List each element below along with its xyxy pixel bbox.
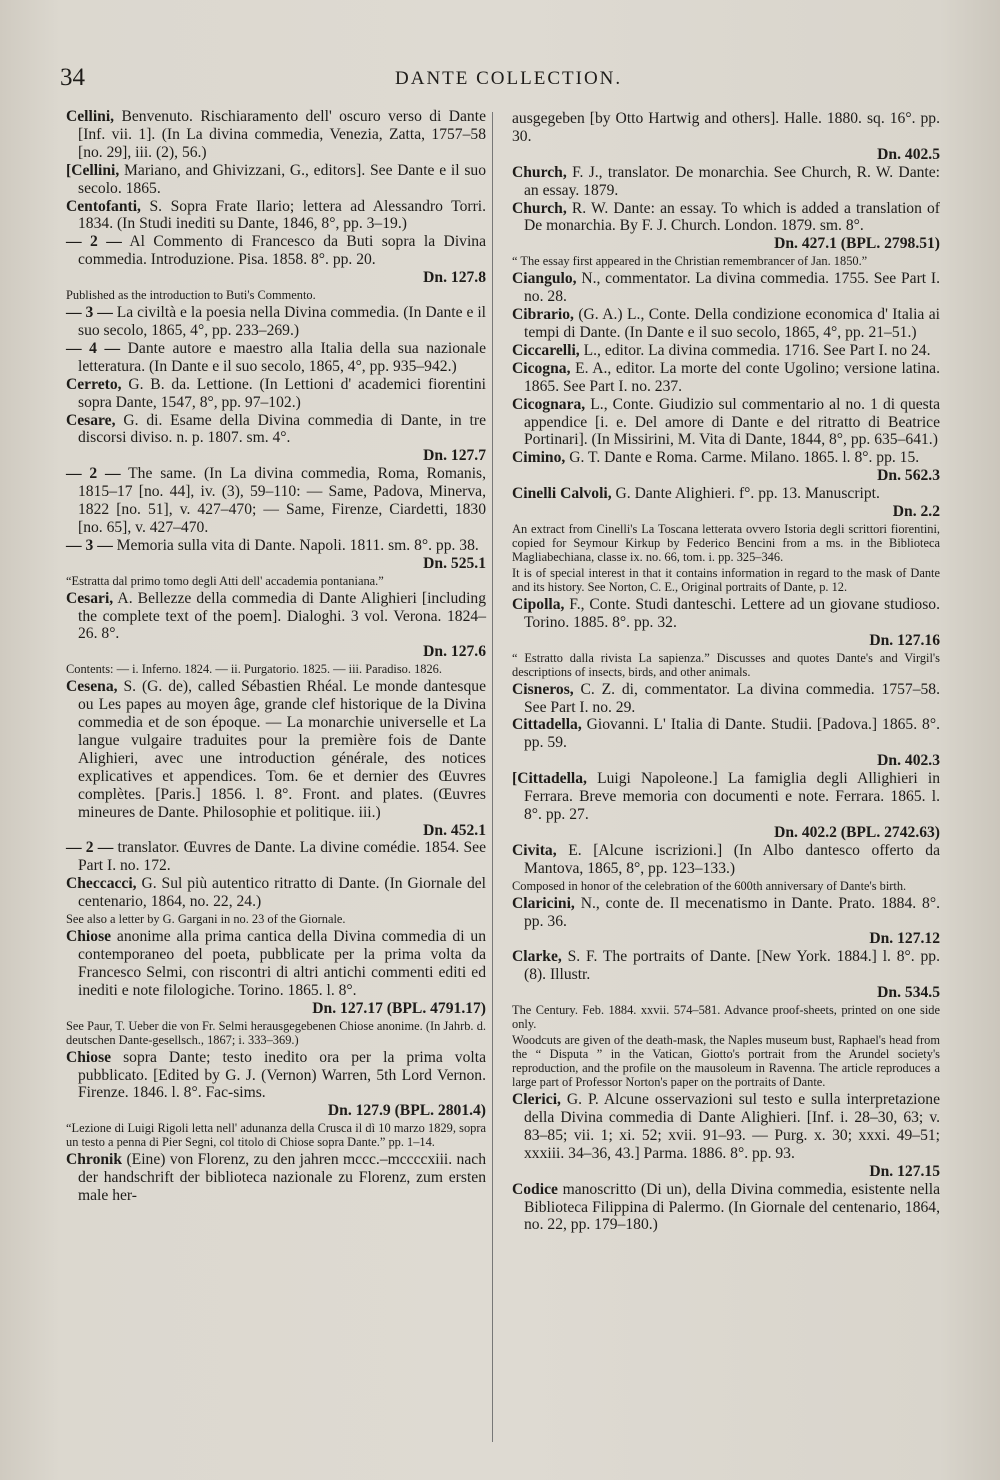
- catalog-entry: [66, 412, 486, 466]
- entry-text: Memoria sulla vita di Dante. Napoli. 1811. sm. 8°. pp. 38.: [112, 536, 479, 554]
- entry-heading: Ciangulo,: [512, 270, 577, 288]
- catalog-entry: [66, 590, 486, 662]
- catalog-entry: [512, 716, 940, 770]
- catalog-entry: [512, 948, 940, 1002]
- entry-heading: — 4 —: [66, 339, 121, 357]
- entry-heading: Checcacci,: [66, 875, 137, 893]
- catalog-entry: [512, 770, 940, 842]
- entry-text: R. W. Dante: an essay. To which is added a translation of De monarchia. By F. J. Church. London. 1879. sm. 8°.: [524, 199, 940, 235]
- entry-text: Benvenuto. Rischiaramento dell' oscuro verso di Dante [Inf. vii. 1]. (In La divina commedia, Venezia, Zatta, 1757–58 [no. 29], iii. (2), 56.): [78, 108, 486, 161]
- note-text: “ The essay first appeared in the Christian remembrancer of Jan. 1850.”: [512, 254, 868, 269]
- entry-text: F. J., translator. De monarchia. See Church, R. W. Dante: an essay. 1879.: [524, 163, 940, 199]
- entry-text: E. A., editor. La morte del conte Ugolino; versione latina. 1865. See Part I. no. 237.: [524, 359, 940, 395]
- entry-text: G. Sul più autentico ritratto di Dante. (In Giornale del centenario, 1864, no. 22, 24.): [78, 875, 486, 911]
- entry-heading: Cesare,: [66, 411, 116, 429]
- note-text: See Paur, T. Ueber die von Fr. Selmi herausgegebenen Chiose anonime. (In Jahrb. d. deutschen Dante-gesellsch., 1867; i. 333–369.): [66, 1018, 486, 1047]
- note-text: It is of special interest in that it contains information in regard to the mask of Dante and its history. See Norton, C. E., Original portraits of Dante, p. 12.: [512, 565, 940, 594]
- call-number: Dn. 127.6: [423, 643, 486, 661]
- entry-heading: Civita,: [512, 841, 557, 859]
- note-text: “Lezione di Luigi Rigoli letta nell' adunanza della Crusca il dì 10 marzo 1829, sopra un testo a penna di Pier Segni, col titolo di Chiose sopra Dante.” pp. 1–14.: [66, 1121, 486, 1150]
- entry-text: Dante autore e maestro alla Italia della sua nazionale letteratura. (In Dante e il suo secolo, 1865, 4°, pp. 935–942.): [78, 339, 487, 375]
- note-text: Woodcuts are given of the death-mask, the Naples museum bust, Raphael's head from the “ Disputa ” in the Vatican, Giotto's portrait from the Arundel society's reproduction, and the profile on the mausoleum in Ravenna. The article reproduces a large part of Professor Norton's paper on the portraits of Dante.: [512, 1033, 940, 1090]
- entry-note: [512, 879, 940, 893]
- entry-heading: Claricini,: [512, 894, 575, 912]
- call-number: Dn. 127.17 (BPL. 4791.17): [312, 999, 486, 1017]
- entry-text: G. P. Alcune osservazioni sul testo e sulla interpretazione della Divina commedia di Dante Alighieri. [Inf. i. 28–30, 63; v. 83–85; vii. 1; xi. 52; xvii. 91–93. — Purg. x. 30; xxxi. 49–51; xxxiii. 34–36, 43.] Parma. 1886. 8°. pp. 93.: [524, 1091, 940, 1162]
- entry-heading: Clerici,: [512, 1091, 561, 1109]
- note-text: See also a letter by G. Gargani in no. 23 of the Giornale.: [66, 912, 346, 927]
- catalog-entry: [66, 928, 486, 1018]
- entry-heading: Cinelli Calvoli,: [512, 485, 612, 503]
- catalog-entry: [66, 875, 486, 911]
- note-text: Contents: — i. Inferno. 1824. — ii. Purgatorio. 1825. — iii. Paradiso. 1826.: [66, 662, 442, 677]
- catalog-entry: [512, 485, 940, 521]
- catalog-entry: [512, 842, 940, 878]
- call-number: Dn. 534.5: [877, 984, 940, 1002]
- entry-text: G. di. Esame della Divina commedia di Dante, in tre discorsi diviso. n. p. 1807. sm. 4°.: [78, 411, 486, 447]
- entry-text: anonime alla prima cantica della Divina commedia di un contemporaneo del poeta, pubblicate per la prima volta da Francesco Selmi, con riscontri di altri antichi commenti editi ed inediti e note filologiche. Torino. 1865. l. 8°.: [78, 928, 486, 999]
- entry-text: The same. (In La divina commedia, Roma, Romanis, 1815–17 [no. 44], iv. (3), 59–110: — Same, Padova, Minerva, 1822 [no. 51], v. 427–470; — Same, Firenze, Ciardetti, 1830 [no. 65], v. 427–470.: [78, 465, 486, 536]
- note-text: “ Estratto dalla rivista La sapienza.” Discusses and quotes Dante's and Virgil's descriptions of insects, birds, and other animals.: [512, 650, 940, 679]
- entry-text: sopra Dante; testo inedito ora per la prima volta pubblicato. [Edited by G. J. (Vernon) Warren, 5th Lord Vernon. Firenze. 1846. l. 8°. Fac-sims.: [78, 1048, 486, 1102]
- note-text: Composed in honor of the celebration of the 600th anniversary of Dante's birth.: [512, 878, 907, 893]
- entry-note: [512, 254, 940, 268]
- catalog-entry: [66, 839, 486, 875]
- entry-text: F., Conte. Studi danteschi. Lettere ad un giovane studioso. Torino. 1885. 8°. pp. 32.: [524, 595, 940, 631]
- catalog-entry: [66, 1049, 486, 1121]
- entry-heading: Codice: [512, 1180, 558, 1198]
- catalog-entry: [512, 270, 940, 306]
- entry-heading: Cesena,: [66, 678, 118, 696]
- call-number: Dn. 127.12: [869, 930, 940, 948]
- call-number: Dn. 127.9 (BPL. 2801.4): [327, 1102, 486, 1120]
- catalog-entry: [66, 537, 486, 573]
- entry-text: S. (G. de), called Sébastien Rhéal. Le monde dantesque ou Les papes au moyen âge, grande clef historique de la Divina commedia et de son époque. — La monarchie universelle et La langue vulgaire traduites pour la première fois de Dante Alighieri, avec une introduction générale, des notices explicatives et appendices. Tom. 6e et dernier des Œuvres complètes. [Paris.] 1856. l. 8°. Front. and plates. (Œuvres mineures de Dante. Philosophie et politique. iii.): [78, 678, 486, 821]
- page-header: [60, 64, 960, 104]
- entry-heading: Cisneros,: [512, 680, 574, 698]
- entry-heading: [Cittadella,: [512, 770, 587, 788]
- entry-text: Luigi Napoleone.] La famiglia degli Allighieri in Ferrara. Breve memoria con documenti e note. Ferrara. 1865. l. 8°. pp. 27.: [524, 770, 940, 823]
- call-number: Dn. 427.1 (BPL. 2798.51): [774, 235, 940, 253]
- catalog-entry: [66, 233, 486, 287]
- entry-heading: Cerreto,: [66, 375, 122, 393]
- entry-text: S. Sopra Frate Ilario; lettera ad Alessandro Torri. 1834. (In Studi inediti su Dante, 1846, 8°, pp. 3–19.): [78, 197, 486, 233]
- entry-heading: Cibrario,: [512, 306, 574, 324]
- entry-text: ausgegeben [by Otto Hartwig and others]. Halle. 1880. sq. 16°. pp. 30.: [512, 110, 940, 145]
- entry-heading: Cesari,: [66, 589, 114, 607]
- entry-note: [66, 1121, 486, 1149]
- catalog-entry: [512, 342, 940, 360]
- entry-heading: Cicogna,: [512, 359, 571, 377]
- entry-heading: — 2 —: [66, 465, 121, 483]
- entry-text: N., commentator. La divina commedia. 1755. See Part I. no. 28.: [524, 270, 940, 306]
- entry-heading: — 3 —: [66, 536, 113, 554]
- note-text: “Estratta dal primo tomo degli Atti dell' accademia pontaniana.”: [66, 573, 384, 588]
- call-number: Dn. 127.15: [869, 1162, 940, 1180]
- catalog-entry: [66, 304, 486, 340]
- call-number: Dn. 2.2: [892, 503, 940, 521]
- entry-note: [512, 651, 940, 679]
- catalog-entry: [512, 449, 940, 485]
- entry-heading: Centofanti,: [66, 197, 141, 215]
- entry-heading: Cimino,: [512, 449, 566, 467]
- entry-text: (Eine) von Florenz, zu den jahren mccc.–mccccxiii. nach der handschrift der biblioteca nazionale zu Florenz, zum ersten male her-: [78, 1151, 486, 1205]
- catalog-entry: [512, 360, 940, 396]
- entry-heading: — 3 —: [66, 304, 113, 322]
- entry-text: Al Commento di Francesco da Buti sopra la Divina commedia. Introduzione. Pisa. 1858. 8°. pp. 20.: [78, 233, 486, 269]
- note-text: An extract from Cinelli's La Toscana letterata ovvero Istoria degli scrittori fiorentini, copied for Seymour Kirkup by Federico Bencini from a ms. in the Biblioteca Magliabechiana, classe ix. no. 66, tom. i. pp. 325–346.: [512, 521, 940, 564]
- running-title: DANTE COLLECTION.: [395, 68, 623, 89]
- entry-note: [66, 288, 486, 302]
- entry-text: manoscritto (Di un), della Divina commedia, esistente nella Biblioteca Filippina di Palermo. (In Giornale del centenario, 1864, no. 22, pp. 179–180.): [524, 1180, 940, 1234]
- right-column: [512, 110, 940, 1234]
- entry-text: G. Dante Alighieri. f°. pp. 13. Manuscript.: [611, 485, 880, 503]
- catalog-entry: [512, 596, 940, 650]
- call-number: Dn. 402.2 (BPL. 2742.63): [774, 823, 940, 841]
- entry-heading: Cellini,: [66, 108, 115, 125]
- note-text: Published as the introduction to Buti's Commento.: [66, 288, 316, 303]
- note-text: The Century. Feb. 1884. xxvii. 574–581. Advance proof-sheets, printed on one side only.: [512, 1003, 940, 1032]
- entry-heading: [Cellini,: [66, 161, 120, 179]
- catalog-entry: [512, 1091, 940, 1181]
- catalog-entry: [66, 198, 486, 234]
- entry-note: [512, 1033, 940, 1089]
- catalog-entry: [512, 200, 940, 254]
- column-divider: [492, 112, 493, 1442]
- entry-note: [512, 566, 940, 594]
- entry-note: [512, 522, 940, 564]
- entry-text: E. [Alcune iscrizioni.] (In Albo dantesco offerto da Mantova, 1865, 8°, pp. 123–133.): [524, 841, 940, 877]
- call-number: Dn. 525.1: [423, 554, 486, 572]
- entry-text: translator. Œuvres de Dante. La divine comédie. 1854. See Part I. no. 172.: [78, 839, 487, 875]
- entry-heading: Ciccarelli,: [512, 341, 580, 359]
- catalog-entry: [512, 306, 940, 342]
- entry-heading: Chiose: [66, 928, 112, 946]
- catalog-entry: [512, 110, 940, 164]
- entry-note: [66, 1019, 486, 1047]
- entry-text: G. B. da. Lettione. (In Lettioni d' academici fiorentini sopra Dante, 1547, 8°, pp. 97–102.): [78, 375, 486, 411]
- call-number: Dn. 127.7: [423, 447, 486, 465]
- entry-text: La civiltà e la poesia nella Divina commedia. (In Dante e il suo secolo, 1865, 4°, pp. 233–269.): [78, 304, 486, 339]
- catalog-entry: [66, 1151, 486, 1205]
- left-column: [66, 108, 486, 1205]
- entry-text: Mariano, and Ghivizzani, G., editors]. See Dante e il suo secolo. 1865.: [78, 161, 486, 197]
- entry-text: A. Bellezze della commedia di Dante Alighieri [including the complete text of the poem]. Dialoghi. 3 vol. Verona. 1824–26. 8°.: [78, 589, 486, 643]
- catalog-entry: [66, 465, 486, 537]
- entry-heading: Church,: [512, 199, 567, 217]
- catalog-entry: [66, 108, 486, 162]
- catalog-entry: [512, 681, 940, 717]
- entry-heading: Chronik: [66, 1151, 123, 1169]
- entry-text: N., conte de. Il mecenatismo in Dante. Prato. 1884. 8°. pp. 36.: [524, 894, 940, 930]
- catalog-entry: [512, 895, 940, 949]
- entry-heading: — 2 —: [66, 839, 114, 857]
- page-number: 34: [60, 64, 85, 91]
- entry-heading: — 2 —: [66, 233, 122, 251]
- entry-note: [66, 912, 486, 926]
- entry-note: [512, 1003, 940, 1031]
- entry-text: L., editor. La divina commedia. 1716. See Part I. no 24.: [579, 341, 931, 359]
- entry-text: G. T. Dante e Roma. Carme. Milano. 1865. l. 8°. pp. 15.: [565, 449, 920, 467]
- call-number: Dn. 402.5: [877, 145, 940, 163]
- entry-heading: Clarke,: [512, 948, 562, 966]
- entry-text: (G. A.) L., Conte. Della condizione economica d' Italia ai tempi di Dante. (In Dante e il suo secolo, 1865, 4°, pp. 21–51.): [524, 306, 940, 341]
- call-number: Dn. 127.16: [869, 631, 940, 649]
- catalog-entry: [512, 396, 940, 450]
- entry-heading: Church,: [512, 163, 567, 181]
- entry-heading: Cicognara,: [512, 395, 586, 413]
- call-number: Dn. 402.3: [877, 752, 940, 770]
- entry-note: [66, 574, 486, 588]
- entry-heading: Cittadella,: [512, 716, 582, 734]
- catalog-entry: [66, 678, 486, 839]
- catalog-entry: [512, 164, 940, 200]
- entry-text: C. Z. di, commentator. La divina commedia. 1757–58. See Part I. no. 29.: [524, 680, 940, 716]
- entry-heading: Chiose: [66, 1048, 112, 1066]
- catalog-entry: [66, 162, 486, 198]
- call-number: Dn. 562.3: [877, 467, 940, 485]
- entry-text: S. F. The portraits of Dante. [New York. 1884.] l. 8°. pp. (8). Illustr.: [524, 948, 940, 984]
- entry-note: [66, 662, 486, 676]
- call-number: Dn. 127.8: [423, 269, 486, 287]
- catalog-entry: [512, 1181, 940, 1235]
- entry-text: Giovanni. L' Italia di Dante. Studii. [Padova.] 1865. 8°. pp. 59.: [524, 716, 940, 752]
- call-number: Dn. 452.1: [423, 821, 486, 839]
- catalog-entry: [66, 340, 486, 376]
- entry-heading: Cipolla,: [512, 595, 565, 613]
- catalog-entry: [66, 376, 486, 412]
- entry-text: L., Conte. Giudizio sul commentario al no. 1 di questa appendice [i. e. Del amore di Dante e del ritratto di Beatrice Portinari]. (In Missirini, M. Vita di Dante, 1844, 8°, pp. 635–641.): [524, 395, 940, 449]
